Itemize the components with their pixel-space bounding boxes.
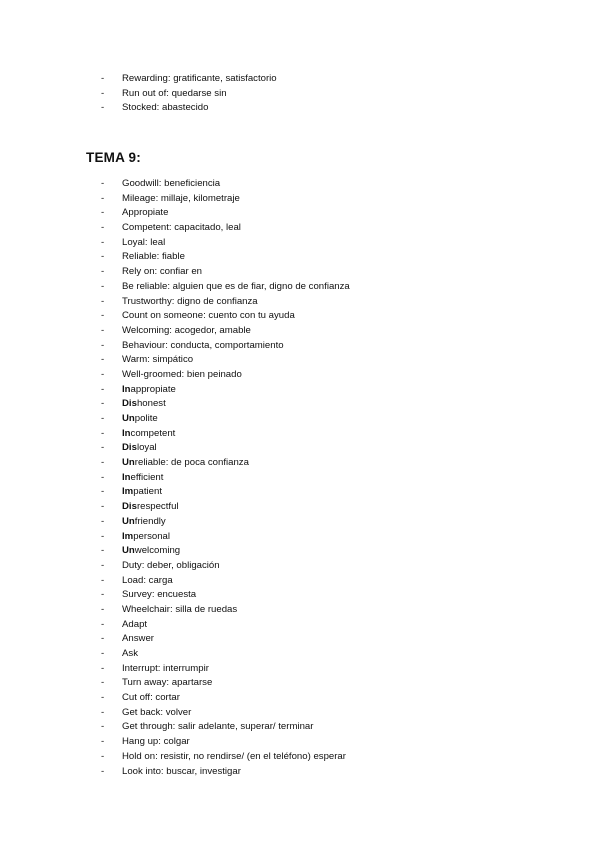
bullet-dash: - (101, 471, 105, 483)
entry-text: Behaviour: conducta, comportamiento (122, 339, 284, 351)
list-item (101, 456, 350, 471)
bullet-dash: - (101, 280, 105, 292)
entry-text: Mileage: millaje, kilometraje (122, 192, 240, 204)
bullet-dash: - (101, 515, 105, 527)
vocabulary-entry (122, 735, 190, 750)
entry-text: Goodwill: beneficiencia (122, 178, 221, 189)
entry-text: Look into: buscar, investigar (122, 765, 241, 777)
bullet-dash: - (101, 706, 105, 718)
vocabulary-entry (122, 632, 154, 647)
entry-text: Turn away: apartarse (122, 677, 213, 689)
entry-text: Be reliable: alguien que es de fiar, digno de confianza (122, 280, 350, 292)
entry-text: respectful (136, 501, 179, 513)
bullet-dash: - (101, 559, 105, 571)
list-item (101, 441, 350, 456)
bullet-dash: - (101, 677, 105, 689)
bold-prefix: In (122, 427, 131, 439)
entry-text: efficient (130, 471, 164, 483)
bullet-dash: - (101, 633, 105, 645)
vocabulary-entry (122, 383, 176, 398)
entry-text: Reliable: fiable (122, 251, 185, 263)
entry-text: friendly (134, 515, 166, 527)
vocabulary-entry (122, 588, 196, 603)
vocabulary-entry (122, 720, 313, 735)
vocabulary-entry (122, 485, 162, 500)
vocabulary-entry (122, 412, 158, 427)
entry-text: Cut off: cortar (122, 692, 180, 704)
bullet-dash: - (101, 648, 105, 659)
list-item (101, 574, 350, 589)
bullet-dash: - (101, 339, 105, 351)
vocabulary-entry (122, 295, 258, 310)
bullet-dash: - (101, 603, 105, 615)
list-item (101, 427, 350, 442)
entry-text: welcoming (134, 545, 181, 557)
vocabulary-entry (122, 427, 175, 442)
vocabulary-entry (122, 324, 251, 339)
entry-text: Survey: encuesta (122, 589, 197, 601)
vocabulary-entry (122, 206, 168, 221)
bold-prefix: Dis (122, 442, 137, 454)
bullet-dash: - (101, 73, 105, 84)
entry-text: appropiate (130, 383, 176, 395)
entry-text: polite (134, 413, 158, 424)
list-item (101, 221, 350, 236)
list-item (101, 706, 350, 721)
entry-text: Get through: salir adelante, superar/ terminar (122, 721, 314, 733)
entry-text: reliable: de poca confianza (134, 457, 249, 469)
bullet-dash: - (101, 721, 105, 733)
bullet-dash: - (101, 457, 105, 469)
list-item (101, 544, 350, 559)
vocabulary-entry (122, 368, 242, 383)
entry-text: Interrupt: interrumpir (122, 662, 209, 674)
vocabulary-entry (122, 530, 170, 545)
bullet-dash: - (101, 398, 105, 410)
entry-text: competent (130, 427, 176, 439)
bold-prefix: Im (122, 486, 134, 498)
list-item (101, 309, 350, 324)
list-item (101, 368, 350, 383)
vocabulary-entry (122, 647, 138, 662)
list-item (101, 295, 350, 310)
list-item (101, 177, 350, 192)
vocabulary-list-tema-9 (101, 177, 350, 779)
list-item (101, 632, 350, 647)
bold-prefix: Un (122, 457, 135, 469)
bullet-dash: - (101, 545, 105, 557)
entry-text: Appropiate (122, 207, 169, 219)
vocabulary-entry (122, 177, 220, 192)
bullet-dash: - (101, 310, 105, 322)
list-item (101, 691, 350, 706)
entry-text: Answer (122, 633, 154, 645)
bullet-dash: - (101, 368, 105, 380)
entry-text: Rewarding: gratificante, satisfactorio (122, 73, 277, 84)
bullet-dash: - (101, 486, 105, 498)
list-item (101, 588, 350, 603)
list-item (101, 735, 350, 750)
bold-prefix: Dis (122, 398, 137, 410)
entry-text: Wheelchair: silla de ruedas (122, 603, 238, 615)
vocabulary-entry (122, 500, 179, 515)
vocabulary-entry (122, 515, 166, 530)
entry-text: Adapt (122, 618, 148, 630)
vocabulary-entry (122, 574, 173, 589)
entry-text: Well-groomed: bien peinado (122, 368, 242, 380)
list-item (101, 603, 350, 618)
entry-text: loyal (136, 442, 157, 454)
entry-text: patient (133, 486, 163, 498)
list-item (101, 206, 350, 221)
bullet-dash: - (101, 222, 105, 234)
bullet-dash: - (101, 87, 105, 99)
entry-text: Welcoming: acogedor, amable (122, 324, 251, 336)
entry-text: personal (133, 530, 171, 542)
bold-prefix: In (122, 383, 131, 395)
bullet-dash: - (101, 618, 105, 630)
list-item (101, 353, 350, 368)
bullet-dash: - (101, 765, 105, 777)
list-item (101, 192, 350, 207)
list-item (101, 383, 350, 398)
bullet-dash: - (101, 295, 105, 307)
bullet-dash: - (101, 574, 105, 586)
vocabulary-entry (122, 691, 180, 706)
entry-text: Warm: simpático (122, 354, 194, 366)
bullet-dash: - (101, 383, 105, 395)
vocabulary-entry (122, 309, 295, 324)
bullet-dash: - (101, 324, 105, 336)
entry-text: Hang up: colgar (122, 736, 190, 748)
list-item (101, 324, 350, 339)
list-item (101, 339, 350, 354)
list-item (101, 647, 350, 662)
vocabulary-entry (122, 559, 220, 574)
entry-text: Trustworthy: digno de confianza (122, 295, 258, 307)
list-item (101, 471, 350, 486)
bullet-dash: - (101, 750, 105, 762)
vocabulary-entry (122, 192, 240, 207)
entry-text: Rely on: confiar en (122, 266, 202, 278)
list-item (101, 765, 350, 780)
vocabulary-entry (122, 544, 180, 559)
list-item (101, 559, 350, 574)
vocabulary-entry (122, 603, 237, 618)
vocabulary-entry (122, 87, 227, 102)
vocabulary-entry (122, 353, 193, 368)
list-item (101, 515, 350, 530)
bullet-dash: - (101, 427, 105, 439)
bold-prefix: Un (122, 545, 135, 557)
entry-text: Get back: volver (122, 706, 192, 718)
entry-text: Load: carga (122, 574, 173, 586)
vocabulary-entry (122, 221, 241, 236)
bullet-dash: - (101, 178, 105, 189)
vocabulary-entry (122, 101, 208, 116)
entry-text: Ask (122, 648, 138, 659)
vocabulary-entry (122, 397, 166, 412)
bullet-dash: - (101, 692, 105, 704)
bullet-dash: - (101, 736, 105, 748)
list-item (101, 676, 350, 691)
entry-text: Count on someone: cuento con tu ayuda (122, 310, 295, 322)
vocabulary-entry (122, 280, 350, 295)
bullet-dash: - (101, 207, 105, 219)
bullet-dash: - (101, 236, 105, 248)
list-item (101, 500, 350, 515)
bullet-dash: - (101, 501, 105, 513)
list-item (101, 101, 277, 116)
entry-text: Loyal: leal (122, 236, 166, 248)
bullet-dash: - (101, 413, 105, 424)
entry-text: Hold on: resistir, no rendirse/ (en el teléfono) esperar (122, 750, 346, 762)
vocabulary-list-previous (101, 72, 277, 116)
bold-prefix: Un (122, 515, 135, 527)
list-item (101, 236, 350, 251)
list-item (101, 280, 350, 295)
vocabulary-entry (122, 618, 147, 633)
bullet-dash: - (101, 102, 105, 114)
entry-text: Duty: deber, obligación (122, 559, 220, 571)
vocabulary-entry (122, 441, 157, 456)
bold-prefix: In (122, 471, 131, 483)
list-item (101, 397, 350, 412)
vocabulary-entry (122, 456, 249, 471)
bullet-dash: - (101, 251, 105, 263)
entry-text: Run out of: quedarse sin (122, 87, 227, 99)
entry-text: Competent: capacitado, leal (122, 222, 241, 234)
list-item (101, 618, 350, 633)
list-item (101, 250, 350, 265)
bullet-dash: - (101, 530, 105, 542)
vocabulary-entry (122, 662, 209, 677)
bullet-dash: - (101, 662, 105, 674)
vocabulary-entry (122, 72, 277, 87)
list-item (101, 87, 277, 102)
entry-text: honest (136, 398, 166, 410)
bold-prefix: Im (122, 530, 134, 542)
list-item (101, 530, 350, 545)
list-item (101, 412, 350, 427)
bullet-dash: - (101, 442, 105, 454)
list-item (101, 662, 350, 677)
vocabulary-entry (122, 250, 185, 265)
section-heading: TEMA 9: (86, 150, 141, 165)
bullet-dash: - (101, 192, 105, 204)
vocabulary-entry (122, 676, 212, 691)
list-item (101, 265, 350, 280)
vocabulary-entry (122, 471, 163, 486)
vocabulary-entry (122, 706, 191, 721)
bullet-dash: - (101, 266, 105, 278)
list-item (101, 485, 350, 500)
bullet-dash: - (101, 589, 105, 601)
list-item (101, 72, 277, 87)
vocabulary-entry (122, 750, 346, 765)
list-item (101, 750, 350, 765)
vocabulary-entry (122, 765, 241, 780)
vocabulary-entry (122, 339, 284, 354)
vocabulary-entry (122, 265, 202, 280)
list-item (101, 720, 350, 735)
bold-prefix: Dis (122, 501, 137, 513)
bold-prefix: Un (122, 413, 135, 424)
vocabulary-entry (122, 236, 165, 251)
entry-text: Stocked: abastecido (122, 102, 209, 114)
bullet-dash: - (101, 354, 105, 366)
